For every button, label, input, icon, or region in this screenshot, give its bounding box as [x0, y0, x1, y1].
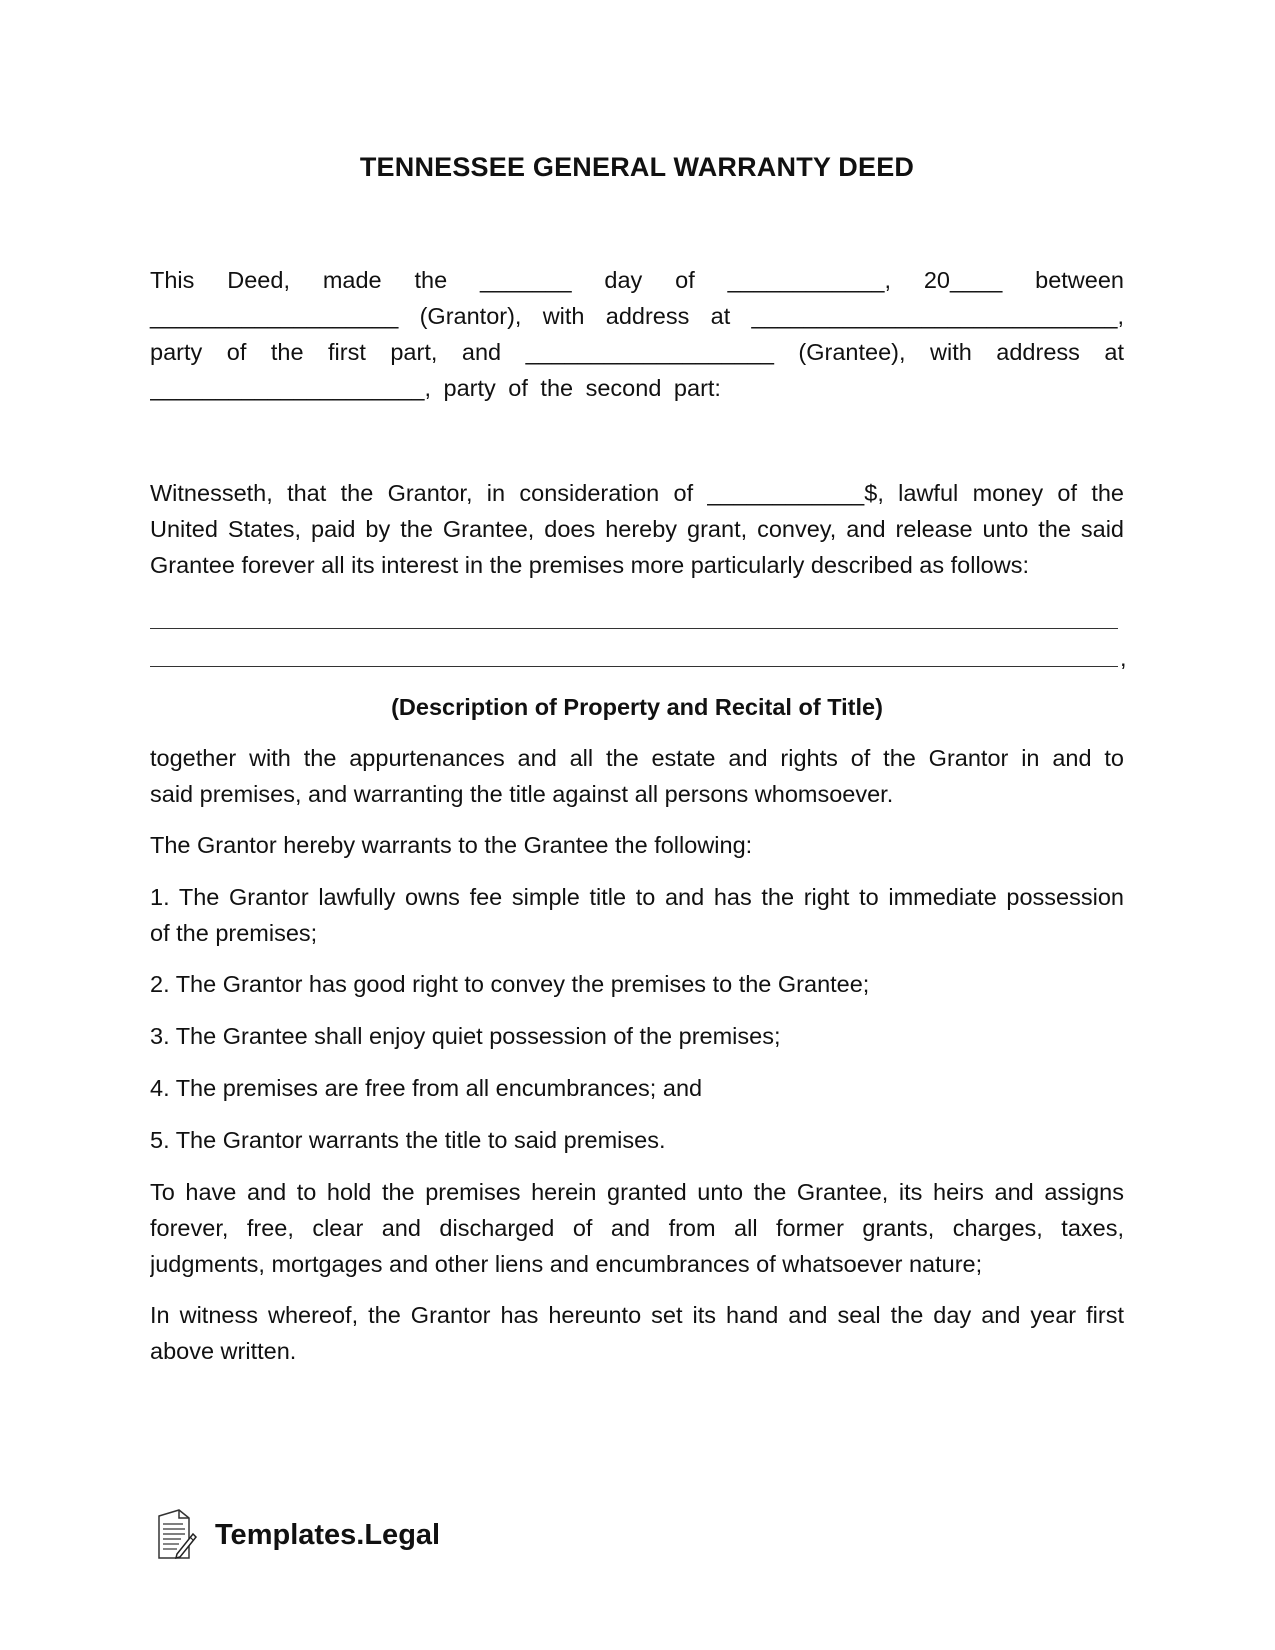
warranty-item-2	[150, 966, 1124, 1002]
intro-paragraph	[150, 262, 1124, 406]
witnesseth-line-1: Witnesseth, that the Grantor, in consideration of ____________$, lawful money of the	[150, 480, 1124, 506]
habendum-line-3: judgments, mortgages and other liens and encumbrances of whatsoever nature;	[150, 1251, 983, 1277]
property-blank-comma: ,	[1120, 645, 1127, 671]
appurtenances-line-2: said premises, and warranting the title against all persons whomsoever.	[150, 781, 894, 807]
footer-brand	[155, 1508, 440, 1562]
warrants-intro-text: The Grantor hereby warrants to the Grantee the following:	[150, 832, 753, 858]
appurtenances-line-1: together with the appurtenances and all the estate and rights of the Grantor in and to	[150, 745, 1124, 771]
warranty-1-line-1: 1. The Grantor lawfully owns fee simple title to and has the right to immediate possession	[150, 884, 1124, 910]
witnesseth-line-2: United States, paid by the Grantee, does hereby grant, convey, and release unto the said	[150, 516, 1124, 542]
appurtenances-paragraph	[150, 740, 1124, 812]
witnesseth-line-3: Grantee forever all its interest in the premises more particularly described as follows:	[150, 552, 1030, 578]
warrants-intro	[150, 827, 1124, 863]
warranty-1-line-2: of the premises;	[150, 920, 318, 946]
witness-paragraph	[150, 1297, 1124, 1369]
witnesseth-paragraph	[150, 475, 1124, 583]
warranty-3-text: 3. The Grantee shall enjoy quiet possession of the premises;	[150, 1023, 781, 1049]
brand-name: Templates.Legal	[215, 1518, 441, 1551]
warranty-4-text: 4. The premises are free from all encumbrances; and	[150, 1075, 703, 1101]
witness-line-1: In witness whereof, the Grantor has hereunto set its hand and seal the day and year first	[150, 1302, 1124, 1328]
intro-line-2: ___________________ (Grantor), with address at ____________________________,	[150, 303, 1124, 329]
document-title: TENNESSEE GENERAL WARRANTY DEED	[359, 152, 915, 182]
intro-line-3: party of the first part, and ___________________ (Grantee), with address at	[150, 339, 1124, 365]
witness-line-2: above written.	[150, 1338, 297, 1364]
warranty-item-3	[150, 1018, 1124, 1054]
habendum-paragraph	[150, 1174, 1124, 1282]
habendum-line-1: To have and to hold the premises herein granted unto the Grantee, its heirs and assigns	[150, 1179, 1124, 1205]
intro-line-1: This Deed, made the _______ day of ____________, 20____ between	[150, 267, 1124, 293]
property-description-heading: (Description of Property and Recital of Title)	[391, 694, 883, 720]
warranty-item-1	[150, 879, 1124, 951]
warranty-item-5	[150, 1122, 1124, 1158]
intro-line-4: _____________________, party of the second part:	[150, 375, 721, 401]
document-pen-icon	[155, 1508, 197, 1562]
property-blank-line-2	[150, 666, 1118, 667]
habendum-line-2: forever, free, clear and discharged of and from all former grants, charges, taxes,	[150, 1215, 1124, 1241]
deed-page	[150, 0, 1127, 1650]
warranty-5-text: 5. The Grantor warrants the title to said premises.	[150, 1127, 666, 1153]
warranty-item-4	[150, 1070, 1124, 1106]
property-blank-line-1	[150, 628, 1118, 629]
warranty-2-text: 2. The Grantor has good right to convey the premises to the Grantee;	[150, 971, 870, 997]
